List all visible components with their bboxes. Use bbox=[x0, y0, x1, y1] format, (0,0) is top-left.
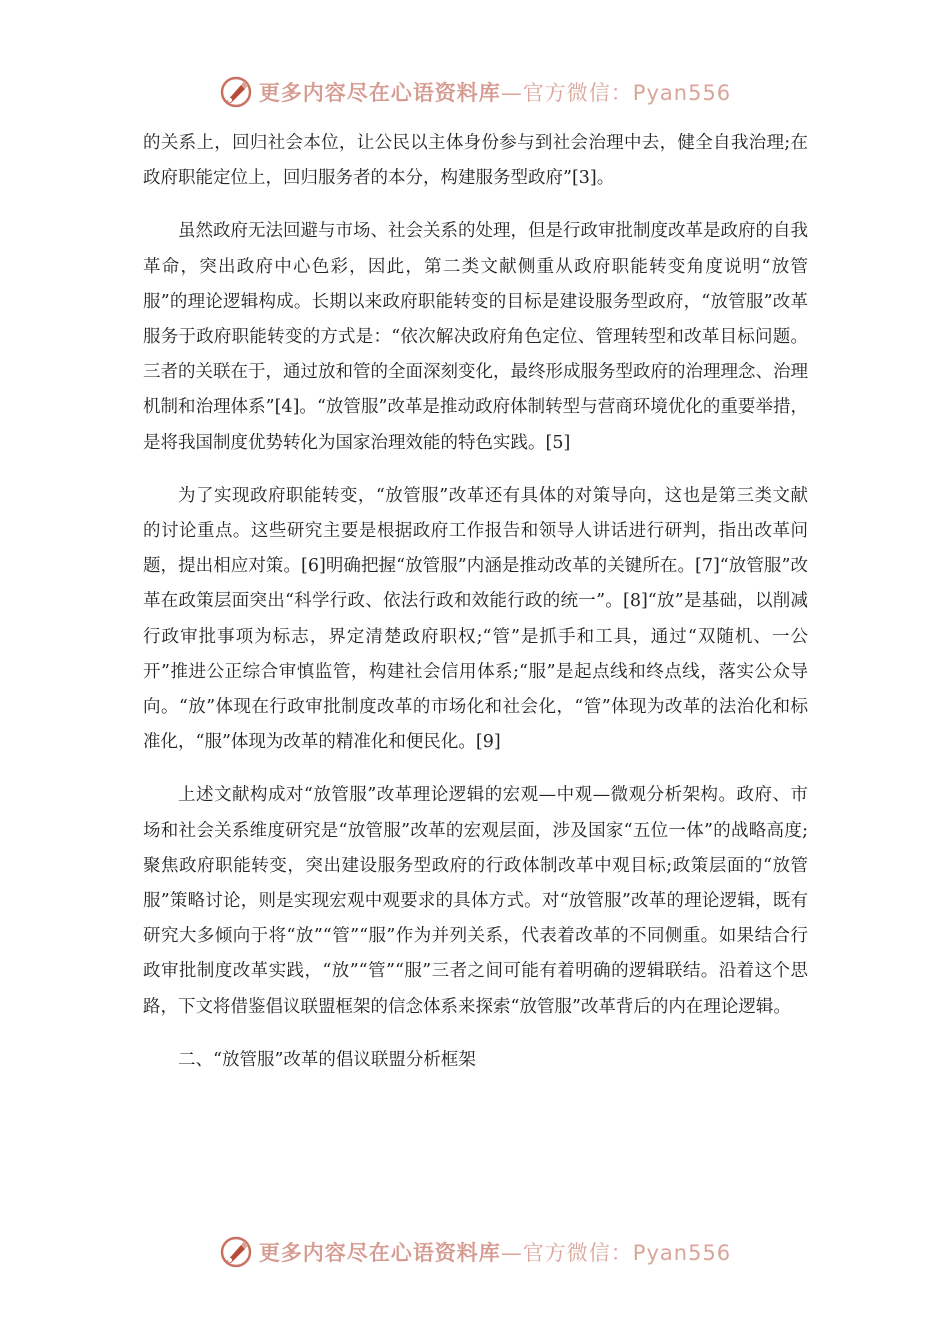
paragraph-2: 虽然政府无法回避与市场、社会关系的处理，但是行政审批制度改革是政府的自我革命，突出政府中心色彩，因此，第二类文献侧重从政府职能转变角度说明“放管服”的理论逻辑构成。长期以来政府职能转变的目标是建设服务型政府，“放管服”改革服务于政府职能转变的方式是：“依次解决政府角色定位、管理转型和改革目标问题。三者的关联在于，通过放和管的全面深刻变化，最终形成服务型政府的治理理念、治理机制和治理体系”[4]。“放管服”改革是推动政府体制转型与营商环境优化的重要举措，是将我国制度优势转化为国家治理效能的特色实践。[5] bbox=[143, 221, 808, 453]
watermark-footer bbox=[0, 1232, 950, 1272]
pen-logo-icon bbox=[219, 75, 253, 109]
paragraph-4: 上述文献构成对“放管服”改革理论逻辑的宏观—中观—微观分析架构。政府、市场和社会关系维度研究是“放管服”改革的宏观层面，涉及国家“五位一体”的战略高度;聚焦政府职能转变，突出建设服务型政府的行政体制改革中观目标;政策层面的“放管服”策略讨论，则是实现宏观中观要求的具体方式。对“放管服”改革的理论逻辑，既有研究大多倾向于将“放”“管”“服”作为并列关系，代表着改革的不同侧重。如果结合行政审批制度改革实践，“放”“管”“服”三者之间可能有着明确的逻辑联结。沿着这个思路，下文将借鉴倡议联盟框架的信念体系来探索“放管服”改革背后的内在理论逻辑。 bbox=[143, 785, 808, 1017]
pen-logo-icon bbox=[219, 1235, 253, 1269]
paragraph-3: 为了实现政府职能转变，“放管服”改革还有具体的对策导向，这也是第三类文献的讨论重点。这些研究主要是根据政府工作报告和领导人讲话进行研判，指出改革问题，提出相应对策。[6]明确把握“放管服”内涵是推动改革的关键所在。[7]“放管服”改革在政策层面突出“科学行政、依法行政和效能行政的统一”。[8]“放”是基础，以削减行政审批事项为标志，界定清楚政府职权;“管”是抓手和工具，通过“双随机、一公开”推进公正综合审慎监管，构建社会信用体系;“服”是起点线和终点线，落实公众导向。“放”体现在行政审批制度改革的市场化和社会化，“管”体现为改革的法治化和标准化，“服”体现为改革的精准化和便民化。[9] bbox=[143, 485, 808, 753]
section-heading: 二、“放管服”改革的倡议联盟分析框架 bbox=[178, 1049, 476, 1070]
watermark-header bbox=[0, 72, 950, 112]
paragraph-1: 的关系上，回归社会本位，让公民以主体身份参与到社会治理中去，健全自我治理;在政府职能定位上，回归服务者的本分，构建服务型政府”[3]。 bbox=[143, 133, 808, 189]
watermark-text: 更多内容尽在心语资料库—官方微信：Pyan556 bbox=[258, 81, 732, 105]
document-body bbox=[143, 126, 808, 1078]
watermark-text: 更多内容尽在心语资料库—官方微信：Pyan556 bbox=[258, 1241, 732, 1265]
